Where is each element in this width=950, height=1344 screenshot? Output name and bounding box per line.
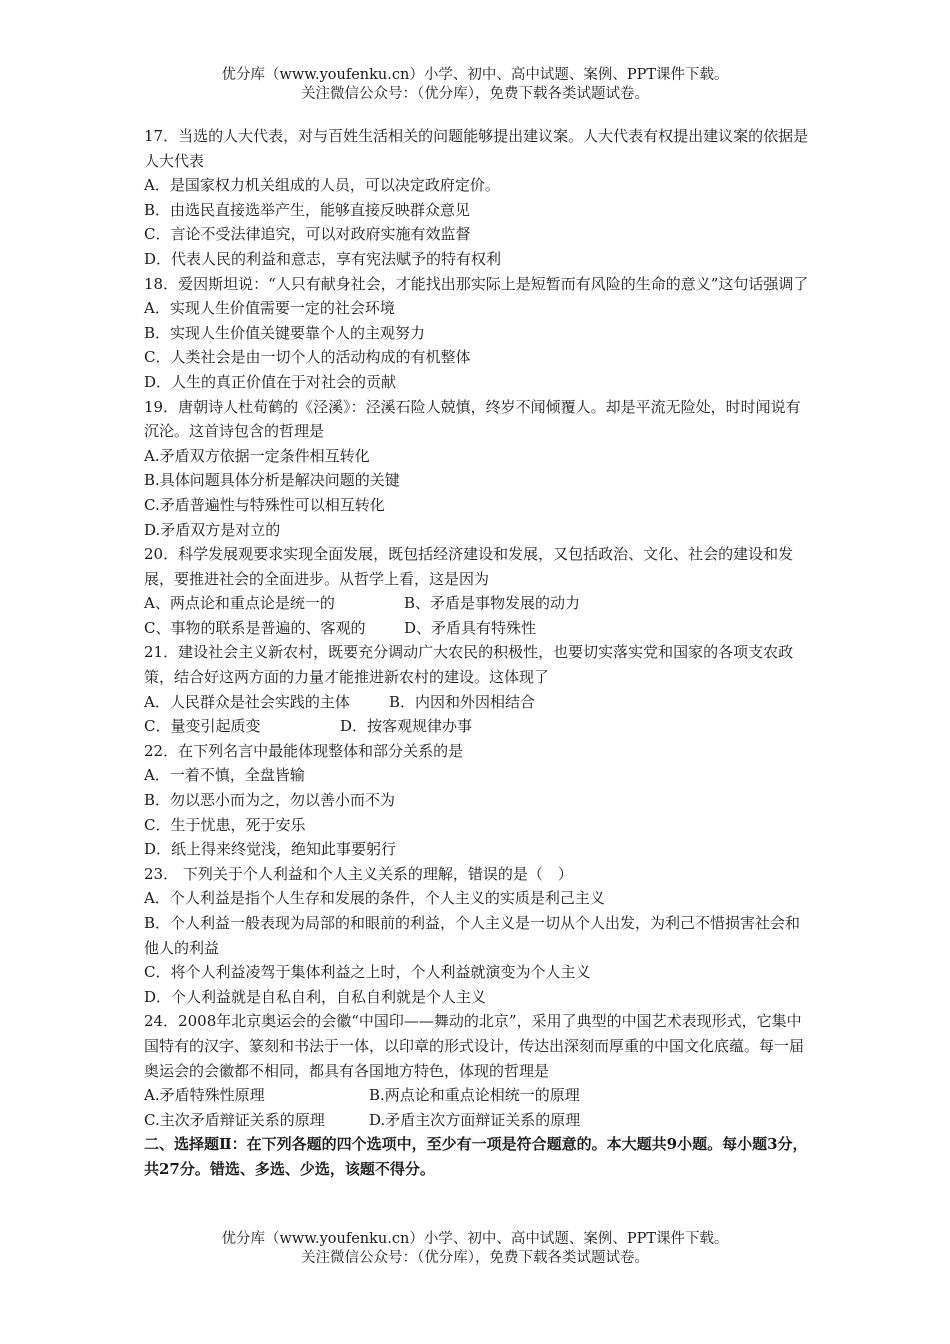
- option-a: A．实现人生价值需要一定的社会环境: [144, 299, 395, 318]
- option-a: A．个人利益是指个人生存和发展的条件，个人主义的实质是利己主义: [144, 889, 605, 908]
- page-footer: [0, 1230, 950, 1268]
- question-stem: 23． 下列关于个人利益和个人主义关系的理解，错误的是（ ）: [144, 864, 573, 883]
- option-c: C．言论不受法律追究，可以对政府实施有效监督: [144, 225, 471, 244]
- question-stem: 21．建设社会主义新农村，既要充分调动广大农民的积极性，也要切实落实党和国家的各项支农政策，结合好这两方面的力量才能推进新农村的建设。这体现了: [144, 643, 794, 687]
- option-d: D．个人利益就是自私自利，自私自利就是个人主义: [144, 987, 487, 1006]
- option-a: A.矛盾双方依据一定条件相互转化: [144, 446, 370, 465]
- option-a: A．是国家权力机关组成的人员，可以决定政府定价。: [144, 176, 500, 195]
- option-b: B、矛盾是事物发展的动力: [404, 594, 581, 613]
- header-line-1: 优分库（www.youfenku.cn）小学、初中、高中试题、案例、PPT课件下载。: [221, 67, 729, 83]
- option-b: B．个人利益一般表现为局部的和眼前的利益，个人主义是一切从个人出发，为利己不惜损害社会和他人的利益: [144, 914, 801, 957]
- footer-line-2: 关注微信公众号：（优分库），免费下载各类试题试卷。: [301, 1250, 649, 1266]
- option-b: B．勿以恶小而为之，勿以善小而不为: [144, 791, 396, 810]
- page-header: [0, 66, 950, 104]
- option-row: [144, 616, 814, 641]
- option-d: D．人生的真正价值在于对社会的贡献: [144, 372, 397, 391]
- question-17: [144, 124, 814, 272]
- option-c: C．生于忧患，死于安乐: [144, 815, 306, 834]
- option-d: D．按客观规律办事: [340, 717, 473, 736]
- option-a: A．一着不慎，全盘皆输: [144, 766, 305, 785]
- option-b: B.两点论和重点论相统一的原理: [369, 1086, 580, 1105]
- option-c: C、事物的联系是普遍的、客观的: [144, 618, 366, 637]
- question-20: [144, 542, 814, 640]
- question-stem: 19．唐朝诗人杜荀鹤的《泾溪》：泾溪石险人兢慎，终岁不闻倾覆人。却是平流无险处，时时闻说有沉沦。这首诗包含的哲理是: [144, 397, 801, 441]
- question-stem: 20．科学发展观要求实现全面发展，既包括经济建设和发展，又包括政治、文化、社会的建设和发展，要推进社会的全面进步。从哲学上看，这是因为: [144, 545, 794, 588]
- option-a: A、两点论和重点论是统一的: [144, 594, 335, 613]
- option-row: [144, 1083, 814, 1108]
- question-stem: 24．2008年北京奥运会的会徽“中国印——舞动的北京”，采用了典型的中国艺术表现形式，它集中国特有的汉字、篆刻和书法于一体，以印章的形式设计，传达出深刻而厚重的中国文化底蕴。每一届奥运会的会徽都不相同，都具有各国地方特色，体现的哲理是: [144, 1012, 805, 1080]
- option-b: B.具体问题具体分析是解决问题的关键: [144, 471, 400, 490]
- question-24: [144, 1009, 814, 1132]
- question-stem: 17．当选的人大代表，对与百姓生活相关的问题能够提出建议案。人大代表有权提出建议案的依据是人大代表: [144, 127, 809, 170]
- option-c: C．将个人利益凌驾于集体利益之上时，个人利益就演变为个人主义: [144, 963, 591, 982]
- option-row: [144, 690, 814, 715]
- section-2-heading: 二、选择题Ⅱ：在下列各题的四个选项中，至少有一项是符合题意的。本大题共9小题。每小题3分，共27分。错选、多选、少选，该题不得分。: [144, 1135, 808, 1178]
- document-body: [144, 124, 814, 1182]
- question-23: [144, 862, 814, 1010]
- question-18: [144, 272, 814, 395]
- question-19: [144, 395, 814, 543]
- option-a: A．人民群众是社会实践的主体: [144, 692, 350, 711]
- header-line-2: 关注微信公众号：（优分库），免费下载各类试题试卷。: [301, 86, 649, 102]
- option-row: [144, 1108, 814, 1133]
- option-d: D、矛盾具有特殊性: [404, 618, 537, 637]
- footer-line-1: 优分库（www.youfenku.cn）小学、初中、高中试题、案例、PPT课件下载。: [221, 1231, 729, 1247]
- question-stem: 18．爱因斯坦说：“人只有献身社会，才能找出那实际上是短暂而有风险的生命的意义”这句话强调了: [144, 274, 809, 293]
- option-b: B．实现人生价值关键要靠个人的主观努力: [144, 323, 426, 342]
- option-d: D．代表人民的利益和意志，享有宪法赋予的特有权利: [144, 249, 502, 268]
- option-d: D.矛盾双方是对立的: [144, 520, 281, 539]
- option-a: A.矛盾特殊性原理: [144, 1086, 265, 1105]
- option-c: C.矛盾普遍性与特殊性可以相互转化: [144, 495, 385, 514]
- option-c: C.主次矛盾辩证关系的原理: [144, 1110, 325, 1129]
- question-21: [144, 640, 814, 738]
- option-d: D．纸上得来终觉浅，绝知此事要躬行: [144, 840, 397, 859]
- option-c: C．量变引起质变: [144, 717, 261, 736]
- option-c: C．人类社会是由一切个人的活动构成的有机整体: [144, 348, 471, 367]
- question-stem: 22．在下列名言中最能体现整体和部分关系的是: [144, 741, 464, 760]
- option-d: D.矛盾主次方面辩证关系的原理: [369, 1110, 581, 1129]
- option-b: B．内因和外因相结合: [389, 692, 536, 711]
- option-b: B．由选民直接选举产生，能够直接反映群众意见: [144, 200, 471, 219]
- question-22: [144, 739, 814, 862]
- option-row: [144, 591, 814, 616]
- option-row: [144, 714, 814, 739]
